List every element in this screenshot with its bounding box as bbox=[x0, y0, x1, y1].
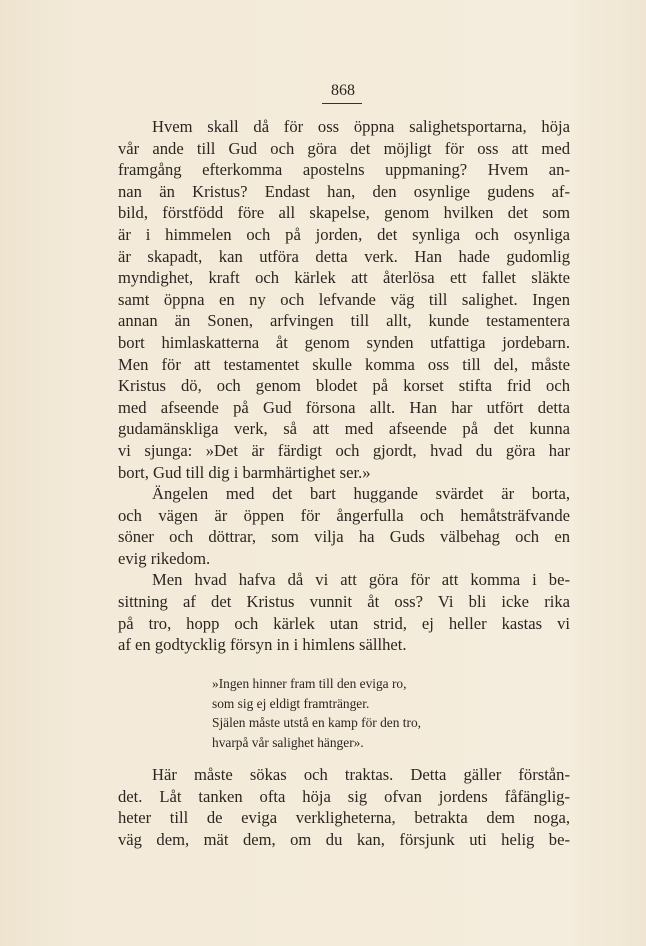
text-line: samt öppna en ny och lefvande väg till salighet. Ingen bbox=[118, 289, 570, 309]
body-text-upper bbox=[118, 116, 570, 656]
text-line: sittning af det Kristus vunnit åt oss? Vi bli icke rika bbox=[118, 592, 570, 612]
text-line: bild, förstfödd före all skapelse, genom hvilken det som bbox=[118, 203, 570, 223]
text-line: evig rikedom. bbox=[118, 548, 211, 568]
text-line: heter till de eviga verkligheterna, betrakta dem noga, bbox=[118, 808, 570, 828]
page-number-rule bbox=[322, 103, 362, 104]
poem-line: som sig ej eldigt framtränger. bbox=[212, 695, 370, 711]
text-line: af en godtycklig försyn in i himlens sällhet. bbox=[118, 635, 407, 655]
text-line: annan än Sonen, arfvingen till allt, kunde testamentera bbox=[118, 311, 570, 331]
text-line: Men hvad hafva då vi att göra för att komma i be- bbox=[152, 570, 570, 590]
text-line: Här måste sökas och traktas. Detta gäller förstån- bbox=[152, 765, 570, 784]
text-line: framgång efterkomma apostelns uppmaning? Hvem an- bbox=[118, 160, 570, 180]
text-line: Ängelen med det bart huggande svärdet är borta, bbox=[152, 484, 570, 504]
text-line: söner och döttrar, som vilja ha Guds välbehag och en bbox=[118, 527, 570, 547]
text-line: vår ande till Gud och göra det möjligt för oss att med bbox=[118, 138, 570, 158]
text-line: bort, Gud till dig i barmhärtighet ser.» bbox=[118, 462, 371, 482]
text-line: är i himmelen och på jorden, det synliga och osynliga bbox=[118, 224, 570, 244]
text-line: myndighet, kraft och kärlek att återlösa ett fallet släkte bbox=[118, 268, 570, 288]
text-line: Men för att testamentet skulle komma oss till del, måste bbox=[118, 354, 570, 374]
poem-quote bbox=[212, 674, 492, 752]
text-line: bort himlaskatterna åt genom synden utfattiga jordebarn. bbox=[118, 332, 570, 352]
text-line: väg dem, mät dem, om du kan, försjunk uti helig be- bbox=[118, 829, 570, 849]
poem-line: hvarpå vår salighet hänger». bbox=[212, 734, 364, 750]
text-line: med afseende på Gud försona allt. Han har utfört detta bbox=[118, 397, 570, 417]
text-line: på tro, hopp och kärlek utan strid, ej heller kastas vi bbox=[118, 613, 570, 633]
text-line: och vägen är öppen för ångerfulla och hemåtsträfvande bbox=[118, 505, 570, 525]
text-line: Kristus dö, och genom blodet på korset stifta frid och bbox=[118, 376, 570, 396]
body-text-lower bbox=[118, 764, 570, 850]
text-line: nan än Kristus? Endast han, den osynlige gudens af- bbox=[118, 181, 570, 201]
text-line: gudamänskliga verk, så att med afseende på det kunna bbox=[118, 419, 570, 439]
poem-line: Själen måste utstå en kamp för den tro, bbox=[212, 715, 421, 731]
text-line: det. Låt tanken ofta höja sig ofvan jordens fåfänglig- bbox=[118, 786, 570, 806]
page-number: 868 bbox=[331, 82, 355, 99]
text-line: är skapadt, kan utföra detta verk. Han hade gudomlig bbox=[118, 246, 570, 266]
text-line: Hvem skall då för oss öppna salighetsportarna, höja bbox=[152, 117, 570, 136]
poem-line: »Ingen hinner fram till den eviga ro, bbox=[212, 676, 407, 691]
text-line: vi sjunga: »Det är färdigt och gjordt, hvad du göra har bbox=[118, 440, 570, 460]
